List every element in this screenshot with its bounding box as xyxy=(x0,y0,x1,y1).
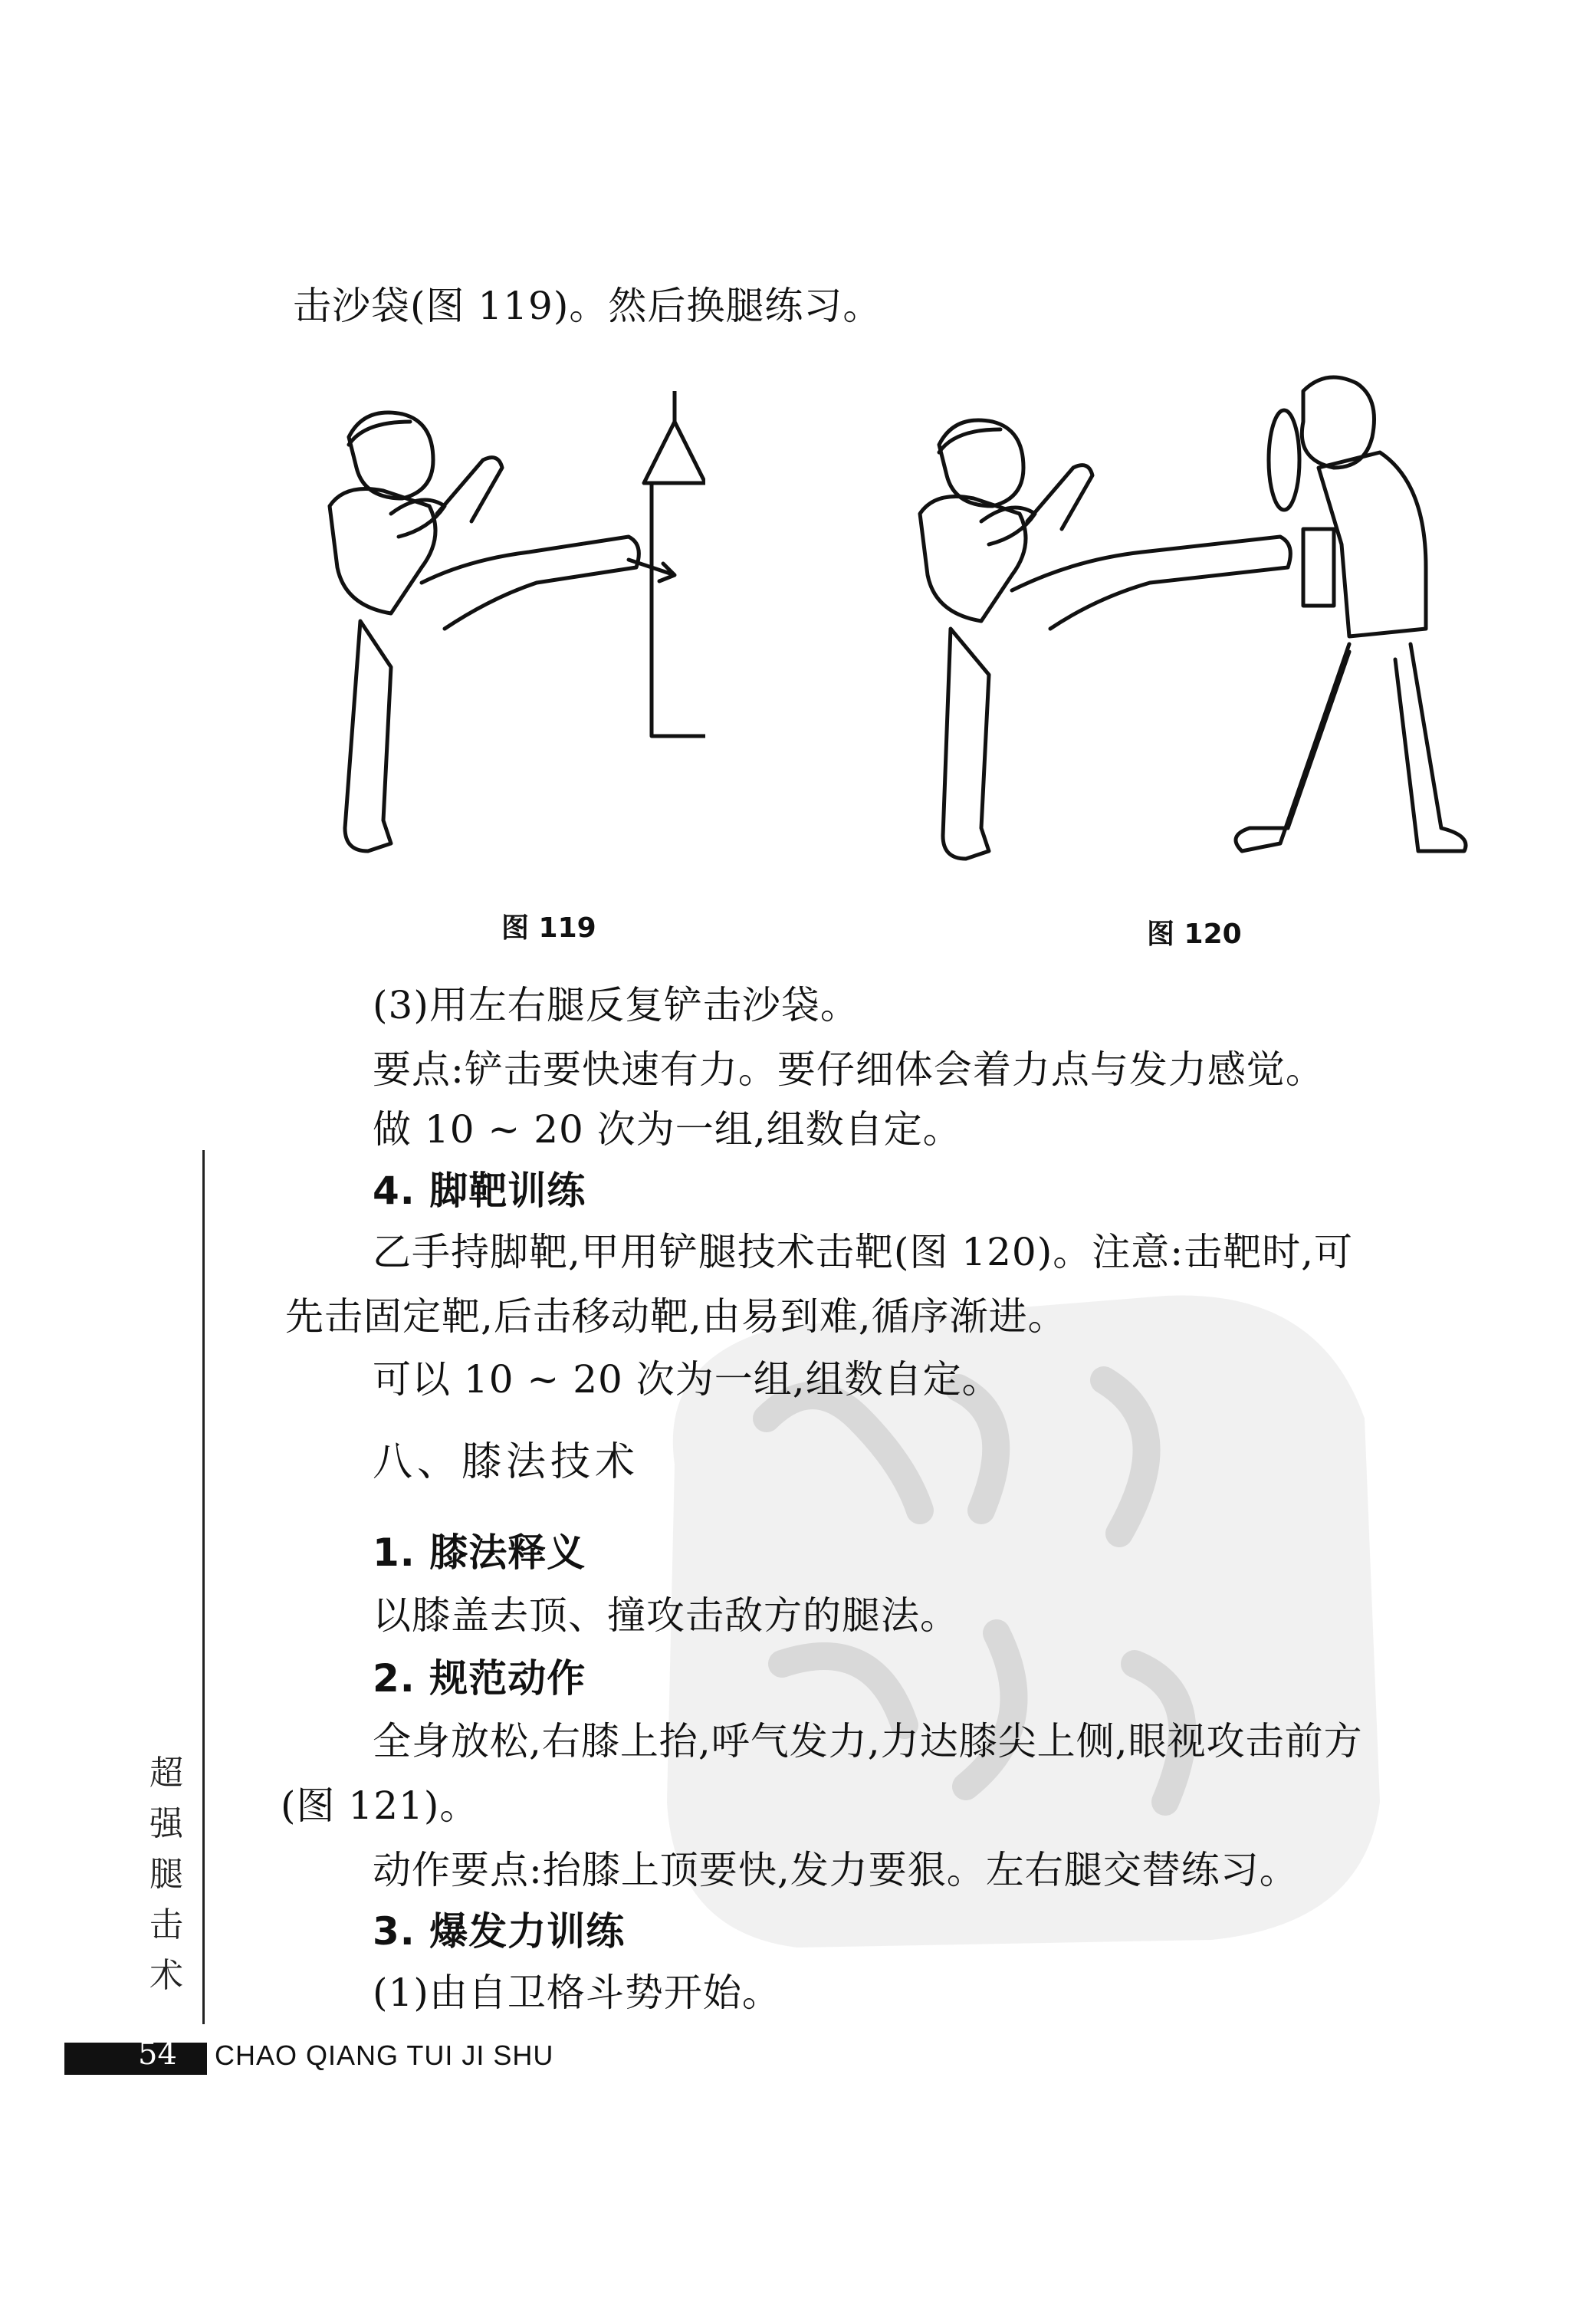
paragraph: 可以 10 ~ 20 次为一组,组数自定。 xyxy=(373,1357,1001,1402)
side-title-char: 击 xyxy=(149,1905,183,1944)
paragraph: 乙手持脚靶,甲用铲腿技术击靶(图 120)。注意:击靶时,可 xyxy=(373,1230,1353,1274)
page-number: 54 xyxy=(138,2036,177,2072)
subheading: 3. 爆发力训练 xyxy=(373,1909,626,1954)
footer-title: CHAO QIANG TUI JI SHU xyxy=(215,2040,554,2071)
figure-119-caption: 图 119 xyxy=(501,912,596,944)
figure-120-illustration xyxy=(905,360,1487,882)
paragraph: 做 10 ~ 20 次为一组,组数自定。 xyxy=(373,1107,962,1152)
paragraph: 全身放松,右膝上抬,呼气发力,力达膝尖上侧,眼视攻击前方 xyxy=(373,1719,1363,1764)
paragraph: 以膝盖去顶、撞攻击敌方的腿法。 xyxy=(373,1593,959,1638)
side-title-char: 术 xyxy=(149,1956,183,1995)
figure-119-illustration xyxy=(307,391,705,889)
side-book-title xyxy=(147,1748,186,2001)
figure-120-caption: 图 120 xyxy=(1147,919,1242,950)
subheading: 1. 膝法释义 xyxy=(373,1530,586,1575)
side-rule xyxy=(202,1150,205,2024)
paragraph: 先击固定靶,后击移动靶,由易到难,循序渐进。 xyxy=(285,1294,1067,1339)
side-title-char: 腿 xyxy=(149,1855,183,1894)
subheading: 4. 脚靶训练 xyxy=(373,1169,586,1213)
section-heading: 八、膝法技术 xyxy=(373,1439,640,1485)
side-title-char: 强 xyxy=(149,1804,183,1843)
footer-bar xyxy=(64,2043,207,2075)
paragraph: 动作要点:抬膝上顶要快,发力要狠。左右腿交替练习。 xyxy=(373,1848,1299,1892)
text-line-1: 击沙袋(图 119)。然后换腿练习。 xyxy=(293,284,882,328)
subheading: 2. 规范动作 xyxy=(373,1656,586,1701)
paragraph: (图 121)。 xyxy=(281,1783,479,1828)
side-title-char: 超 xyxy=(149,1754,183,1793)
paragraph: 要点:铲击要快速有力。要仔细体会着力点与发力感觉。 xyxy=(373,1047,1325,1092)
paragraph: (3)用左右腿反复铲击沙袋。 xyxy=(373,983,859,1027)
paragraph: (1)由自卫格斗势开始。 xyxy=(373,1971,781,2015)
